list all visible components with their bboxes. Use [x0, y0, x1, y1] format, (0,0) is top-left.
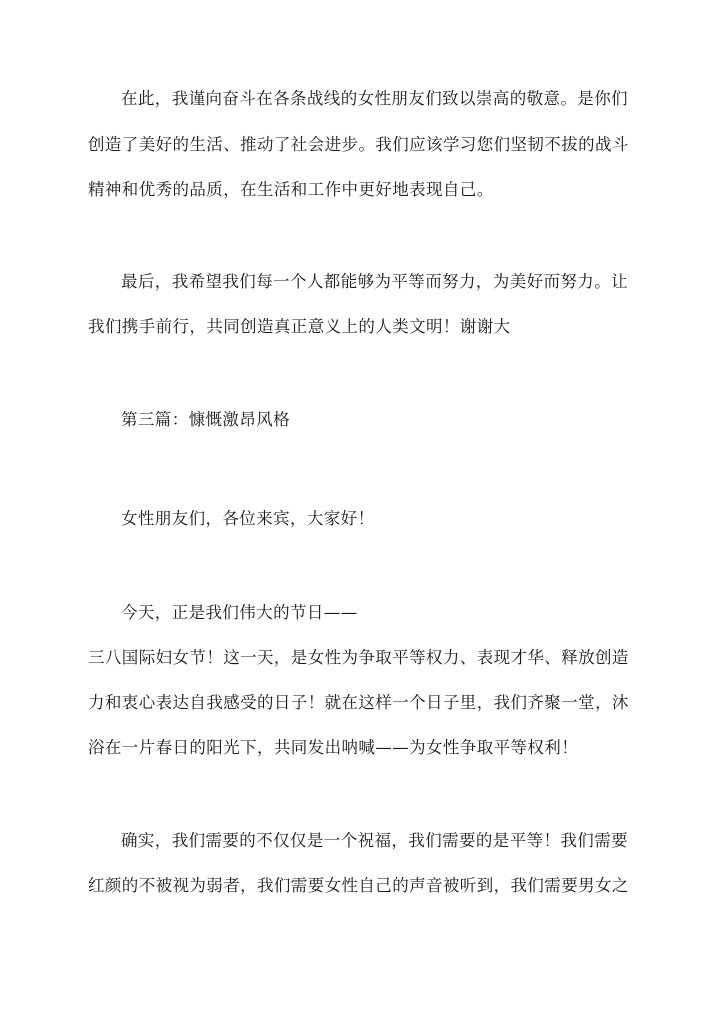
paragraph-5-line-2: 三八国际妇女节！这一天，是女性为争取平等权力、表现才华、释放创造: [88, 648, 629, 667]
paragraph-5-line-1: 今天，正是我们伟大的节日——: [121, 603, 358, 622]
paragraph-6-line-2: 红颜的不被视为弱者，我们需要女性自己的声音被听到，我们需要男女之: [88, 876, 629, 895]
greeting-line: 女性朋友们，各位来宾，大家好！: [121, 509, 375, 528]
paragraph-1-line-2: 创造了美好的生活、推动了社会进步。我们应该学习您们坚韧不拔的战斗: [88, 135, 629, 154]
section-heading: 第三篇：慷慨激昂风格: [121, 410, 290, 429]
paragraph-5-line-3: 力和衷心表达自我感受的日子！就在这样一个日子里，我们齐聚一堂，沐: [88, 693, 629, 712]
paragraph-1-line-3: 精神和优秀的品质，在生活和工作中更好地表现自己。: [88, 180, 494, 199]
paragraph-2-line-2: 我们携手前行，共同创造真正意义上的人类文明！谢谢大: [88, 317, 511, 336]
paragraph-2-line-1: 最后，我希望我们每一个人都能够为平等而努力，为美好而努力。让: [121, 272, 628, 291]
paragraph-1-line-1: 在此，我谨向奋斗在各条战线的女性朋友们致以崇高的敬意。是你们: [121, 89, 628, 108]
paragraph-5-line-4: 浴在一片春日的阳光下，共同发出呐喊——为女性争取平等权利！: [88, 738, 579, 757]
paragraph-6-line-1: 确实，我们需要的不仅仅是一个祝福，我们需要的是平等！我们需要: [121, 831, 628, 850]
